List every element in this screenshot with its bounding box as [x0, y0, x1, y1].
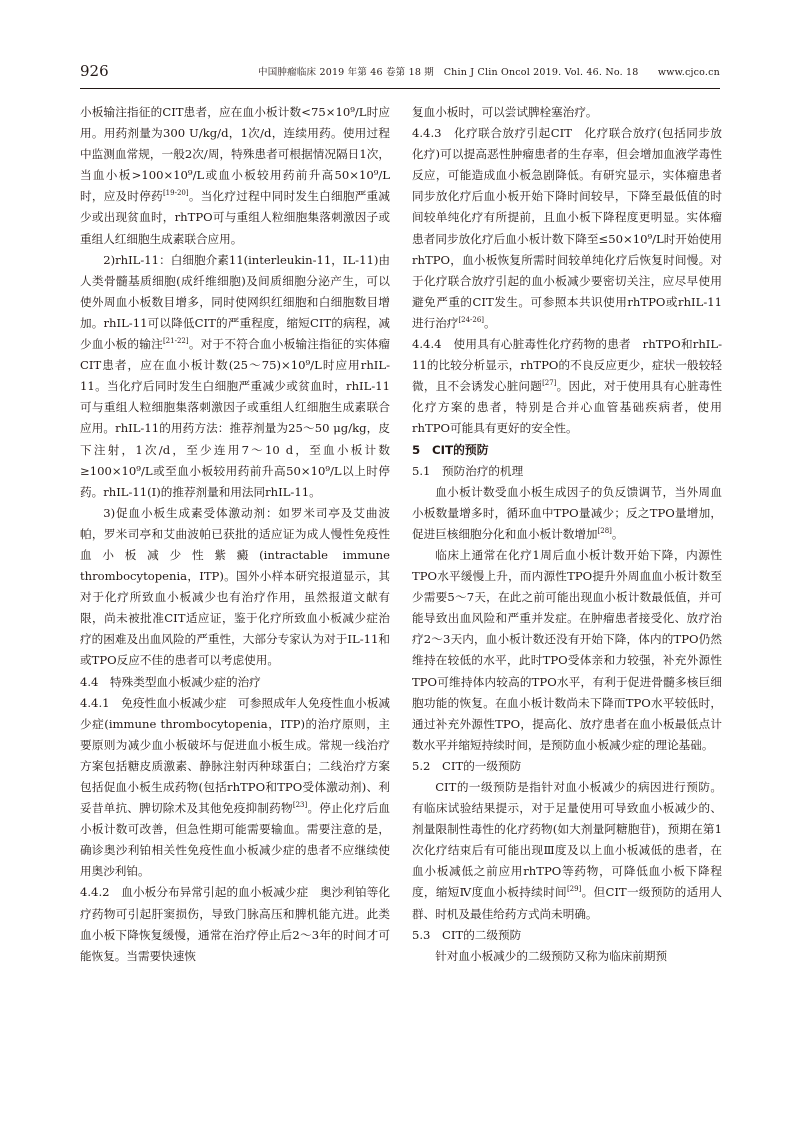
section-heading [412, 440, 722, 461]
text: 。因此，对于使用具有心脏毒性化疗方案的患者，特别是合并心血管基础疾病者，使用rhTPO可能具有更好的安全性。 [412, 379, 722, 436]
paragraph [412, 777, 722, 925]
text: 。但CIT一级预防的适用人群、时机及最佳给药方式尚未明确。 [412, 885, 723, 921]
text: 。 [484, 315, 496, 330]
subsection-heading [412, 925, 722, 946]
citation-ref[interactable]: [21-22] [162, 337, 189, 346]
text: 血小板计数受血小板生成因子的负反馈调节，当外周血小板数量增多时，循环血中TPO量减少；反之TPO量增加，促进巨核细胞分化和血小板计数增加 [412, 484, 722, 541]
citation-ref[interactable]: [27] [542, 379, 557, 388]
paragraph [80, 250, 390, 503]
citation-ref[interactable]: [24-26] [458, 316, 485, 325]
text: 3)促血小板生成素受体激动剂：如罗米司亭及艾曲波帕，罗米司亭和艾曲波帕已获批的适应证为成人慢性免疫性血小板减少性紫癜(intractable immune thrombocytopenia，ITP)。国外小样本研究报道显示，其对于化疗所致血小板减少也有治疗作用，虽然报道文献有限，尚未被批准CIT适应证，鉴于化疗所致血小板减少症治疗的困难及出血风险的严重性，大部分专家认为对于IL-11和或TPO反应不佳的患者可以考虑使用。 [80, 505, 390, 668]
text: 小板输注指征的CIT患者，应在血小板计数<75×10⁹/L时应用。用药剂量为300 U/kg/d，1次/d，连续用药。使用过程中监测血常规，一般2次/周，特殊患者可根据情况隔日1次，当血小板>100×10⁹/L或血小板较用药前升高50×10⁹/L时，应及时停药 [80, 105, 390, 204]
page-number: 926 [80, 62, 109, 80]
text: 复血小板时，可以尝试脾栓塞治疗。 [412, 105, 598, 119]
text: 2)rhIL-11：白细胞介素11(interleukin-11，IL-11)由人类骨髓基质细胞(成纤维细胞)及间质细胞分泌产生，可以使外周血小板数目增多，同时使网织红细胞和白细胞数目增加。rhIL-11可以降低CIT的严重程度，缩短CIT的病程，减少血小板的输注 [80, 252, 390, 352]
text: 5.1 预防治疗的机理 [412, 463, 524, 478]
page-header [80, 62, 720, 82]
citation-ref[interactable]: [28] [597, 527, 612, 536]
text: 5 CIT的预防 [412, 442, 489, 457]
paragraph [80, 102, 390, 250]
paragraph [80, 693, 390, 883]
citation-ref[interactable]: [23] [292, 801, 308, 810]
journal-citation: 中国肿瘤临床 2019 年第 46 卷第 18 期 Chin J Clin Oncol 2019. Vol. 46. No. 18 www.cjco.cn [258, 67, 720, 78]
text: CIT的一级预防是指针对血小板减少的病因进行预防。有临床试验结果提示，对于足量使用可导致血小板减少的、剂量限制性毒性的化疗药物(如大剂量阿糖胞苷)，预期在第1次化疗结束后有可能出现Ⅲ度及以上血小板减低的患者，在血小板减低之前应用rhTPO等药物，可降低血小板下降程度，缩短Ⅳ度血小板持续时间 [412, 780, 722, 900]
subsection-heading [80, 672, 390, 693]
right-column [412, 102, 722, 967]
text: 4.4.3 化疗联合放疗引起CIT 化疗联合放疗(包括同步放化疗)可以提高恶性肿瘤患者的生存率，但会增加血液学毒性反应，可能造成血小板急剧降低。有研究显示，实体瘤患者同步放化疗后血小板开始下降时间较早，下降至最低值的时间较单纯化疗有所提前，且血小板下降程度更明显。实体瘤患者同步放化疗后血小板计数下降至≤50×10⁹/L时开始使用rhTPO，血小板恢复所需时间较单纯化疗后恢复时间慢。对于化疗联合放疗引起的血小板减少要密切关注，应尽早使用避免严重的CIT发生。可参照本共识使用rhTPO或rhIL-11进行治疗 [412, 126, 722, 330]
text: 4.4.4 使用具有心脏毒性化疗药物的患者 rhTPO和rhIL-11的比较分析显示，rhTPO的不良反应更少，症状一般较轻微，且不会诱发心脏问题 [412, 337, 722, 394]
text: 。停止化疗后血小板计数可改善，但急性期可能需要输血。需要注意的是，确诊奥沙利铂相关性免疫性血小板减少症的患者不应继续使用奥沙利铂。 [80, 801, 390, 879]
paragraph [412, 102, 722, 123]
citation-ref[interactable]: [19-20] [162, 189, 189, 198]
paragraph [412, 334, 722, 439]
text: 。对于不符合血小板输注指征的实体瘤CIT患者，应在血小板计数(25～75)×10⁹/L时应用rhIL-11。当化疗后同时发生白细胞严重减少或贫血时，rhIL-11可与重组人粒细胞集落刺激因子或重组人红细胞生成素联合应用。rhIL-11的用药方法：推荐剂量为25～50 μg/kg，皮下注射，1次/d，至少连用7～10 d，至血小板计数≥100×10⁹/L或至血小板较用药前升高50×10⁹/L以上时停药。rhIL-11(Ⅰ)的推荐剂量和用法同rhIL-11。 [80, 337, 390, 499]
text: 临床上通常在化疗1周后血小板计数开始下降，内源性TPO水平缓慢上升，而内源性TPO提升外周血血小板计数至少需要5～7天，在此之前可能出现血小板计数最低值，并可能导致出血风险和严重并发症。在肿瘤患者接受化、放疗治疗2～3天内，血小板计数还没有开始下降，体内的TPO仍然维持在较低的水平，此时TPO受体亲和力较强，补充外源性TPO可维持体内较高的TPO水平，有利于促进骨髓多核巨细胞功能的恢复。在血小板计数尚未下降而TPO水平较低时，通过补充外源性TPO，提高化、放疗患者在血小板最低点计数水平并缩短持续时间，是预防血小板减少症的理论基础。 [412, 547, 722, 752]
citation-ref[interactable]: [29] [566, 885, 582, 894]
subsection-heading [412, 756, 722, 777]
text: 4.4 特殊类型血小板减少症的治疗 [80, 674, 261, 689]
subsection-heading [412, 461, 722, 482]
paragraph [80, 503, 390, 672]
paragraph [80, 882, 390, 966]
header-rule [80, 88, 720, 89]
text: 4.4.2 血小板分布异常引起的血小板减少症 奥沙利铂等化疗药物可引起肝窦损伤，导致门脉高压和脾机能亢进。此类血小板下降恢复缓慢，通常在治疗停止后2～3年的时间才可能恢复。当需要快速恢 [80, 885, 390, 963]
text: 。 [611, 526, 624, 541]
paragraph [412, 946, 722, 967]
text: 4.4.1 免疫性血小板减少症 可参照成年人免疫性血小板减少症(immune thrombocytopenia，ITP)的治疗原则，主要原则为减少血小板破坏与促进血小板生成。常规一线治疗方案包括糖皮质激素、静脉注射丙种球蛋白；二线治疗方案包括促血小板生成药物(包括rhTPO和TPO受体激动剂)、利妥昔单抗、脾切除术及其他免疫抑制药物 [80, 695, 390, 816]
paragraph [412, 482, 722, 545]
left-column [80, 102, 390, 967]
text: 5.2 CIT的一级预防 [412, 758, 522, 773]
text: 5.3 CIT的二级预防 [412, 927, 522, 942]
text: 针对血小板减少的二级预防又称为临床前期预 [435, 948, 668, 963]
paragraph [412, 123, 722, 334]
text: 。当化疗过程中同时发生白细胞严重减少或出现贫血时，rhTPO可与重组人粒细胞集落刺激因子或重组人红细胞生成素联合应用。 [80, 189, 390, 246]
paragraph [412, 545, 722, 756]
